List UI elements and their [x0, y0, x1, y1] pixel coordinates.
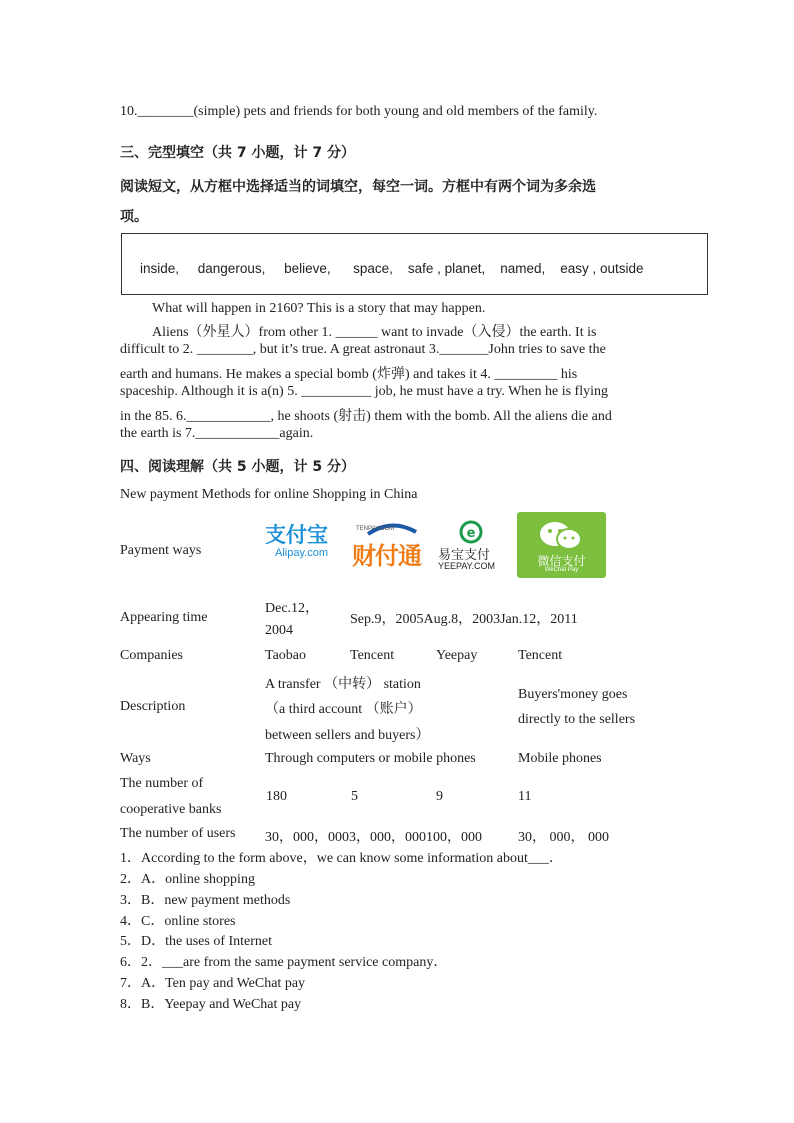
- question-line: 8．B．Yeepay and WeChat pay: [120, 997, 302, 1012]
- row-label-appearing-time: Appearing time: [120, 610, 208, 625]
- passage-line: in the 85. 6.____________, he shoots (射击) them with the bomb. All the aliens die and: [120, 409, 612, 424]
- svg-text:e: e: [466, 526, 476, 541]
- cell-description: A transfer （中转） station: [265, 677, 421, 692]
- row-label-banks: The number of: [120, 776, 204, 791]
- row-label-users: The number of users: [120, 826, 236, 841]
- question-line: 3．B．new payment methods: [120, 893, 291, 908]
- cell-company: Tencent: [518, 648, 563, 663]
- alipay-logo-icon: [265, 523, 343, 571]
- passage-line: the earth is 7.____________again.: [120, 426, 314, 441]
- cell-banks: 180: [266, 789, 287, 804]
- yeepay-logo-icon: [436, 520, 506, 572]
- section-4-title: 四、阅读理解（共 5 小题，计 5 分）: [120, 459, 355, 475]
- passage-line: Aliens（外星人）from other 1. ______ want to invade（入侵）the earth. It is: [152, 325, 597, 340]
- cell-company: Yeepay: [436, 648, 478, 663]
- cell-description: Buyers'money goes: [518, 687, 628, 702]
- table-title: New payment Methods for online Shopping in China: [120, 487, 418, 502]
- question-10: 10.________(simple) pets and friends for both young and old members of the family.: [120, 104, 598, 119]
- cell-ways: Mobile phones: [518, 751, 602, 766]
- cell-users: 30，000，0003，000，000100，000: [265, 830, 482, 845]
- question-line: 6．2．___are from the same payment service company．: [120, 955, 448, 970]
- cell-company: Tencent: [350, 648, 395, 663]
- row-label-payment-ways: Payment ways: [120, 543, 202, 558]
- question-line: 7．A．Ten pay and WeChat pay: [120, 976, 306, 991]
- question-line: 4．C．online stores: [120, 914, 236, 929]
- passage-line: spaceship. Although it is a(n) 5. __________ job, he must have a try. When he is flying: [120, 384, 608, 399]
- section-3-instruction-1: 阅读短文，从方框中选择适当的词填空，每空一词。方框中有两个词为多余选: [120, 179, 596, 195]
- cell-time: Dec.12，: [265, 601, 320, 616]
- wechat-pay-logo-domain: WeChat Pay: [544, 567, 579, 573]
- question-line: 1．According to the form above，we can know some information about___．: [120, 851, 563, 866]
- wechat-pay-logo-icon: [517, 512, 606, 578]
- section-3-title: 三、完型填空（共 7 小题，计 7 分）: [120, 145, 355, 161]
- cell-banks: 5: [351, 789, 358, 804]
- cell-description: between sellers and buyers）: [265, 728, 430, 743]
- cell-description: （a third account （账户）: [265, 702, 422, 717]
- wechat-pay-logo-text: 微信支付: [537, 554, 586, 568]
- tenpay-logo-icon: [350, 520, 430, 572]
- question-line: 5．D．the uses of Internet: [120, 934, 273, 949]
- row-label-ways: Ways: [120, 751, 151, 766]
- tenpay-logo-text: 财付通: [352, 542, 421, 570]
- yeepay-logo-domain: YEEPAY.COM: [438, 561, 496, 571]
- cell-banks: 11: [518, 789, 532, 804]
- cell-ways: Through computers or mobile phones: [265, 751, 476, 766]
- alipay-logo-text: 支付宝: [265, 523, 328, 547]
- yeepay-logo-text: 易宝支付: [438, 548, 491, 563]
- section-3-instruction-2: 项。: [120, 209, 148, 225]
- cell-banks: 9: [436, 789, 443, 804]
- word-box-words: inside, dangerous, believe, space, safe , planet, named, easy , outside: [140, 261, 644, 276]
- tenpay-logo-domain: TENPAY.COM: [356, 526, 395, 532]
- passage-line: earth and humans. He makes a special bomb (炸弹) and takes it 4. _________ his: [120, 367, 578, 382]
- row-label-description: Description: [120, 699, 186, 714]
- question-line: 2．A．online shopping: [120, 872, 255, 887]
- cell-users: 30， 000， 000: [518, 830, 609, 845]
- alipay-logo-domain: Alipay.com: [275, 547, 328, 559]
- row-label-companies: Companies: [120, 648, 183, 663]
- row-label-banks: cooperative banks: [120, 802, 222, 817]
- cell-time: 2004: [265, 623, 293, 638]
- cell-company: Taobao: [265, 648, 307, 663]
- word-box: [121, 233, 708, 295]
- cell-time: Sep.9，2005Aug.8，2003Jan.12，2011: [350, 612, 578, 627]
- passage-line: difficult to 2. ________, but it’s true. A great astronaut 3._______John tries to save the: [120, 342, 606, 357]
- cell-description: directly to the sellers: [518, 712, 636, 727]
- passage-line: What will happen in 2160? This is a story that may happen.: [152, 301, 486, 316]
